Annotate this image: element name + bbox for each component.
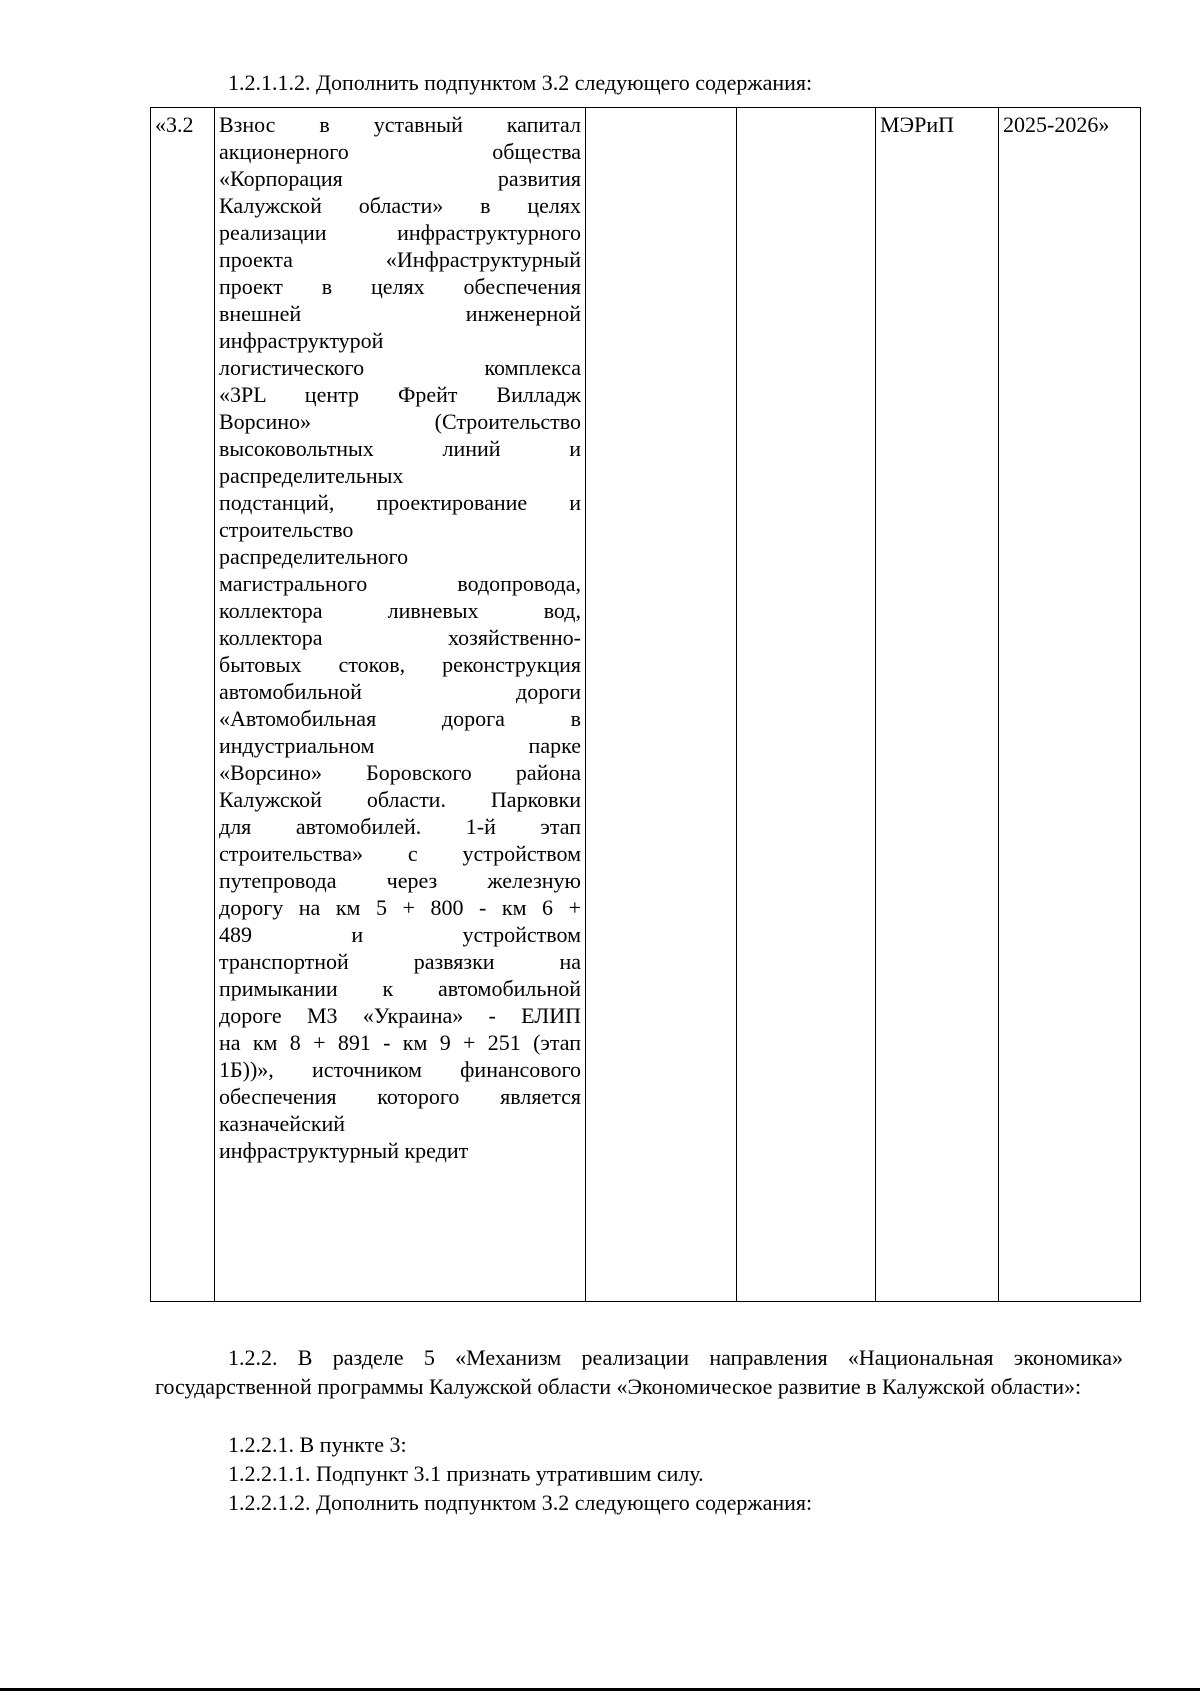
- description-line: магистрального водопровода,: [219, 571, 581, 596]
- description-line: Калужской области» в целях: [219, 193, 581, 218]
- description-line: строительство: [219, 517, 354, 542]
- description-line: автомобильной дороги: [219, 679, 581, 704]
- paragraph-item-3: 1.2.2.1. В пункте 3:: [228, 1432, 407, 1457]
- description-line: путепровода через железную: [219, 868, 581, 893]
- table-row: [151, 108, 1141, 1302]
- paragraph-subitem-3-1: 1.2.2.1.1. Подпункт 3.1 признать утратившим силу.: [228, 1461, 704, 1486]
- description-line: инфраструктурой: [219, 328, 384, 353]
- description-line: казначейский: [219, 1111, 346, 1136]
- description-line: инфраструктурный кредит: [219, 1138, 469, 1163]
- description-line: примыкании к автомобильной: [219, 976, 581, 1001]
- description-line: «3PL центр Фрейт Вилладж: [219, 382, 581, 407]
- description-cell: [215, 108, 586, 1302]
- description-line: Калужской области. Парковки: [219, 787, 581, 812]
- description-line: для автомобилей. 1-й этап: [219, 814, 581, 839]
- description-line: «Автомобильная дорога в: [219, 706, 581, 731]
- description-line: подстанций, проектирование и: [219, 490, 581, 515]
- description-line: на км 8 + 891 - км 9 + 251 (этап: [219, 1030, 581, 1055]
- description-line: обеспечения которого является: [219, 1084, 581, 1109]
- description-line: проекта «Инфраструктурный: [219, 247, 581, 272]
- description-line: реализации инфраструктурного: [219, 220, 581, 245]
- period-cell: 2025-2026»: [999, 108, 1141, 1302]
- description-line: распределительного: [219, 544, 409, 569]
- empty-cell-b: [737, 108, 876, 1302]
- description-line: дорогу на км 5 + 800 - км 6 +: [219, 895, 581, 920]
- description-line: 1Б))», источником финансового: [219, 1057, 581, 1082]
- paragraph-section-5: 1.2.2. В разделе 5 «Механизм реализации направления «Национальная экономика» государственной программы Калужской области «Экономическое развитие в Калужской области»:: [155, 1345, 1123, 1399]
- description-line: Ворсино» (Строительство: [219, 409, 581, 434]
- description-line: дороге М3 «Украина» - ЕЛИП: [219, 1003, 581, 1028]
- section-heading: 1.2.1.1.2. Дополнить подпунктом 3.2 следующего содержания:: [228, 70, 813, 95]
- description-line: высоковольтных линий и: [219, 436, 581, 461]
- row-number-cell: «3.2: [151, 108, 215, 1302]
- description-line: акционерного общества: [219, 139, 581, 164]
- description-line: транспортной развязки на: [219, 949, 581, 974]
- description-line: логистического комплекса: [219, 355, 581, 380]
- page-bottom-rule: [0, 1688, 1200, 1691]
- empty-cell-a: [586, 108, 737, 1302]
- executor-cell: МЭРиП: [876, 108, 999, 1302]
- program-table: [150, 107, 1141, 1302]
- description-line: проект в целях обеспечения: [219, 274, 581, 299]
- description-line: Взнос в уставный капитал: [219, 112, 581, 137]
- description-line: 489 и устройством: [219, 922, 581, 947]
- description-line: коллектора ливневых вод,: [219, 598, 581, 623]
- description-line: внешней инженерной: [219, 301, 581, 326]
- paragraph-subitem-3-2: 1.2.2.1.2. Дополнить подпунктом 3.2 следующего содержания:: [228, 1490, 813, 1515]
- description-line: «Ворсино» Боровского района: [219, 760, 581, 785]
- description-line: «Корпорация развития: [219, 166, 581, 191]
- description-line: бытовых стоков, реконструкция: [219, 652, 581, 677]
- description-line: распределительных: [219, 463, 404, 488]
- description-line: коллектора хозяйственно-: [219, 625, 581, 650]
- description-line: строительства» с устройством: [219, 841, 581, 866]
- description-line: индустриальном парке: [219, 733, 581, 758]
